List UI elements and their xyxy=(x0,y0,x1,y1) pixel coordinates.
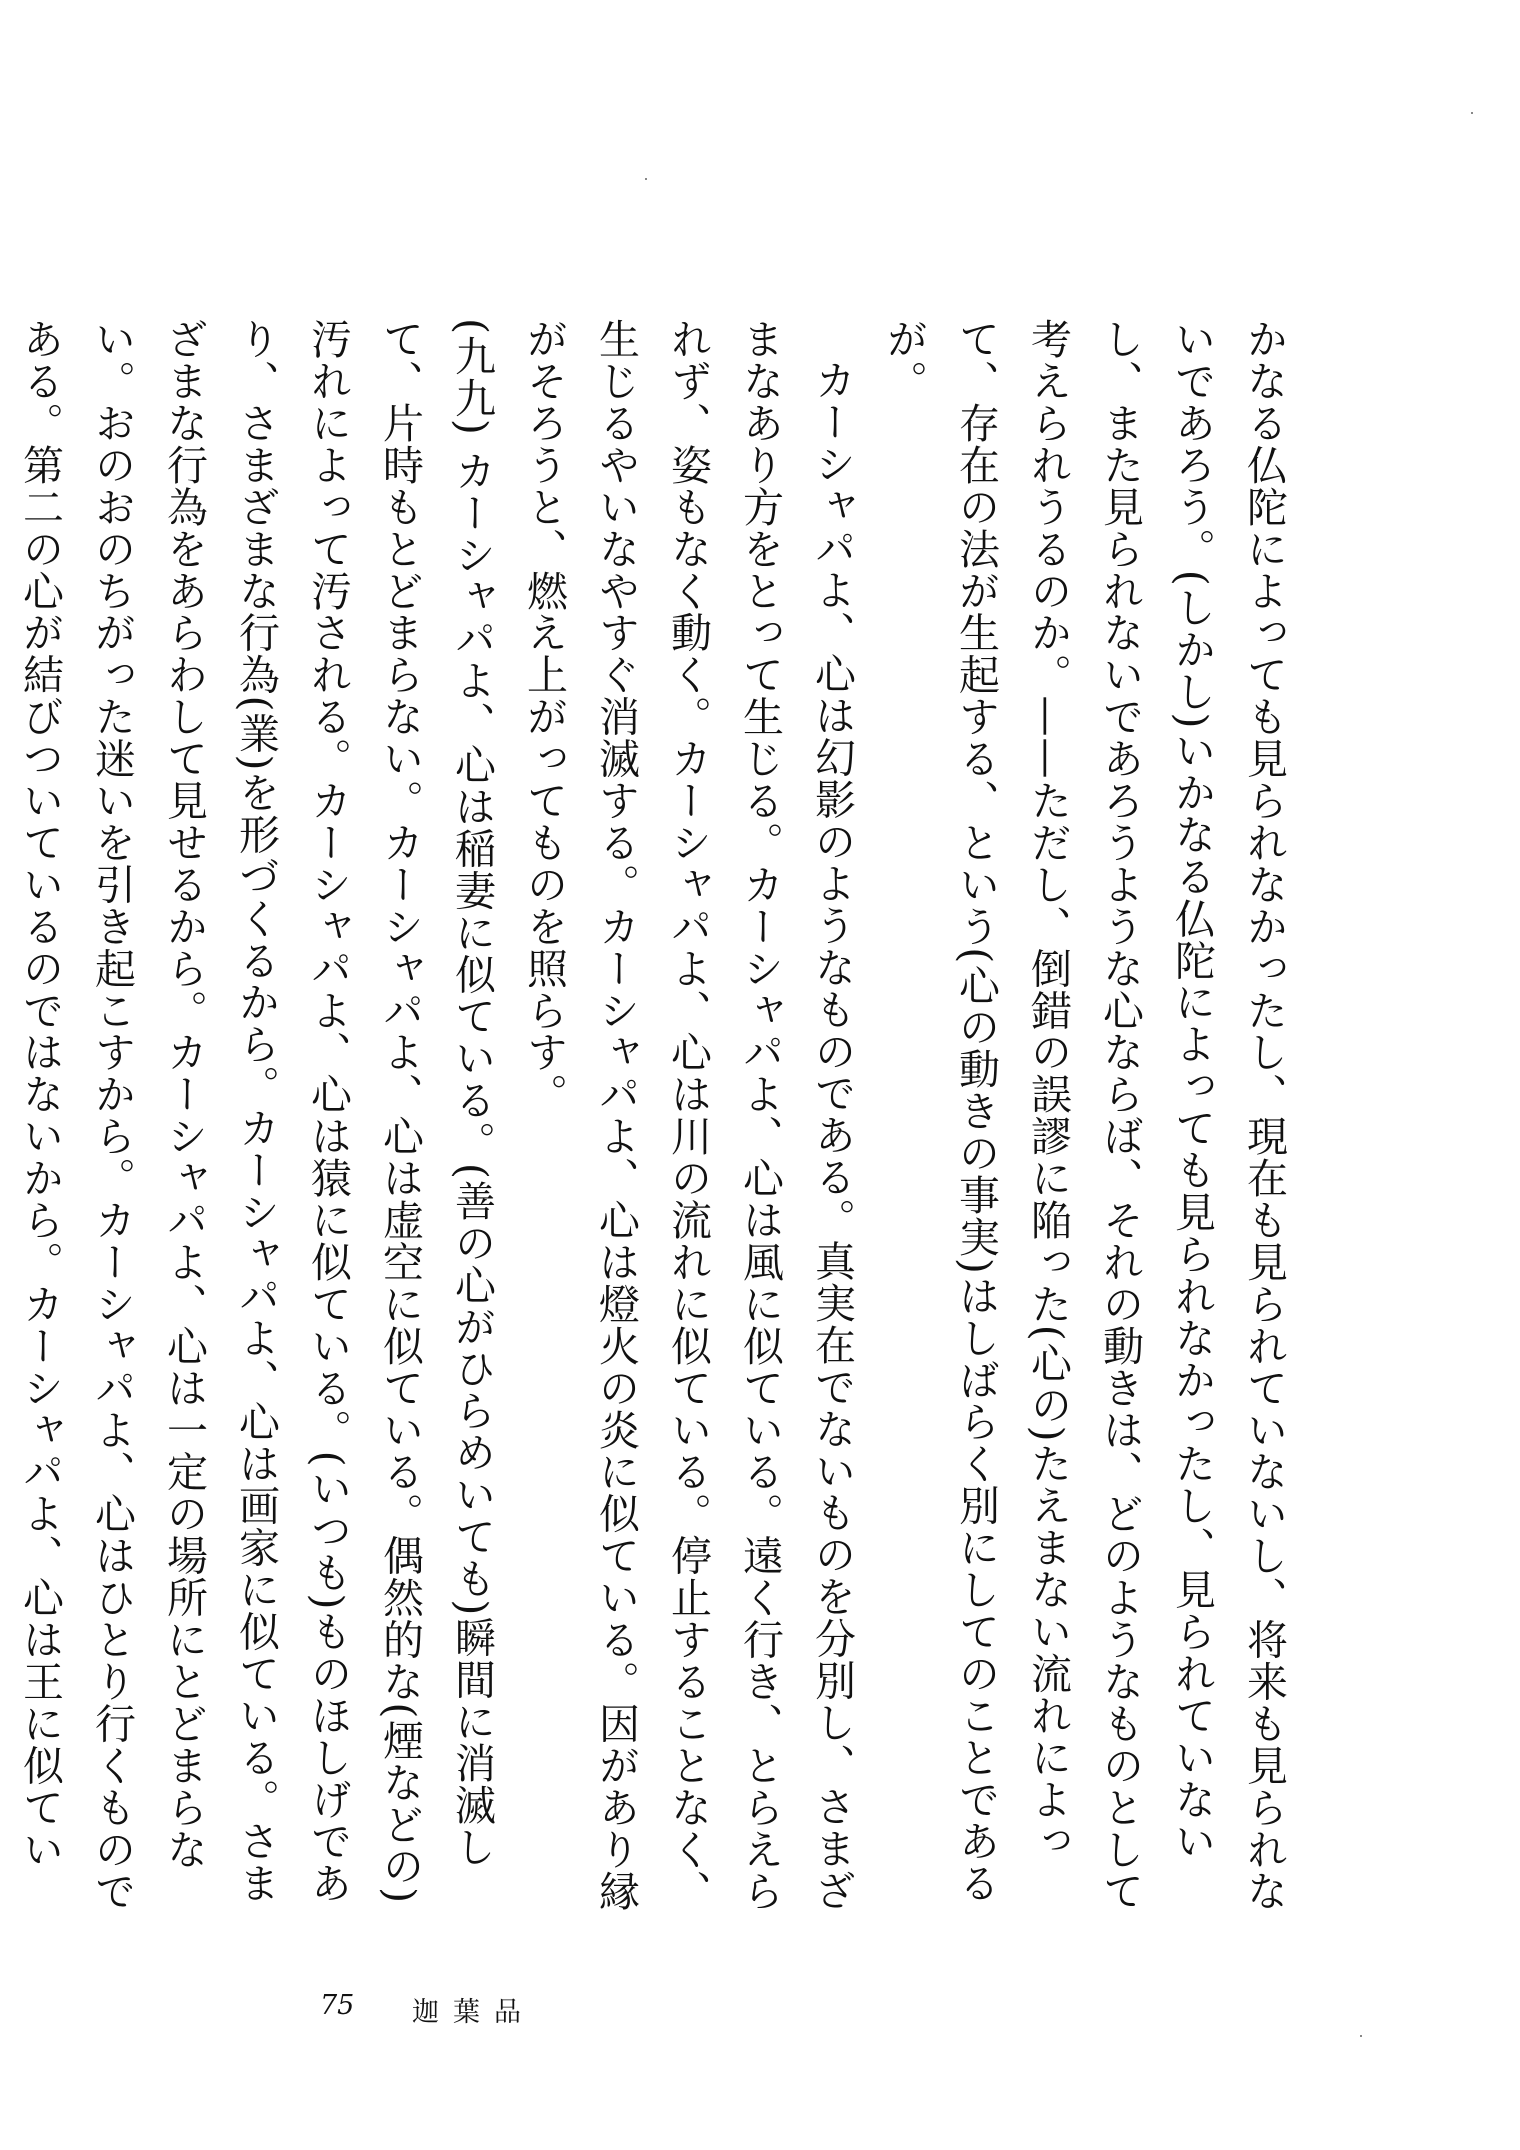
vertical-text-body xyxy=(16,318,1300,1938)
page-number: 75 xyxy=(320,1990,355,2021)
scan-speck xyxy=(1360,2035,1362,2037)
paragraph-2: カーシャパよ、心は幻影のようなものである。真実在でないものを分別し、さまざまなあり方をとって生じる。カーシャパよ、心は風に似ている。遠く行き、とらえられず、姿もなく動く。カーシャパよ、心は川の流れに似ている。停止することなく、生じるやいなやすぐ消滅する。カーシャパよ、心は燈火の炎に似ている。因があり縁がそろうと、燃え上がってものを照らす。 xyxy=(520,318,856,1913)
scan-speck xyxy=(645,178,647,180)
page-footer xyxy=(320,1990,620,2030)
paragraph-3: (九九) カーシャパよ、心は稲妻に似ている。(善の心がひらめいても)瞬間に消滅して、片時もとどまらない。カーシャパよ、心は虚空に似ている。偶然的な(煙などの)汚れによって汚される。カーシャパよ、心は猿に似ている。(いつも)ものほしげであり、さまざまな行為(業)を形づくるから。カーシャパよ、心は画家に似ている。さまざまな行為をあらわして見せるから。カーシャパよ、心は一定の場所にとどまらない。おのおのちがった迷いを引き起こすから。カーシャパよ、心はひとり行くものである。第二の心が結びついているのではないから。カーシャパよ、心は王に似てい xyxy=(16,318,496,1913)
running-head: 迦葉品 xyxy=(412,1997,535,2028)
paragraph-1: かなる仏陀によっても見られなかったし、現在も見られていないし、将来も見られないであろう。(しかし)いかなる仏陀によっても見られなかったし、見られていないし、また見られないであろうような心ならば、それの動きは、どのようなものとして考えられうるのか。——ただし、倒錯の誤謬に陥った(心の)たえまない流れによって、存在の法が生起する、という(心の動きの事実)はしばらく別にしてのことであるが。 xyxy=(880,318,1288,1913)
scan-speck xyxy=(1471,112,1473,114)
